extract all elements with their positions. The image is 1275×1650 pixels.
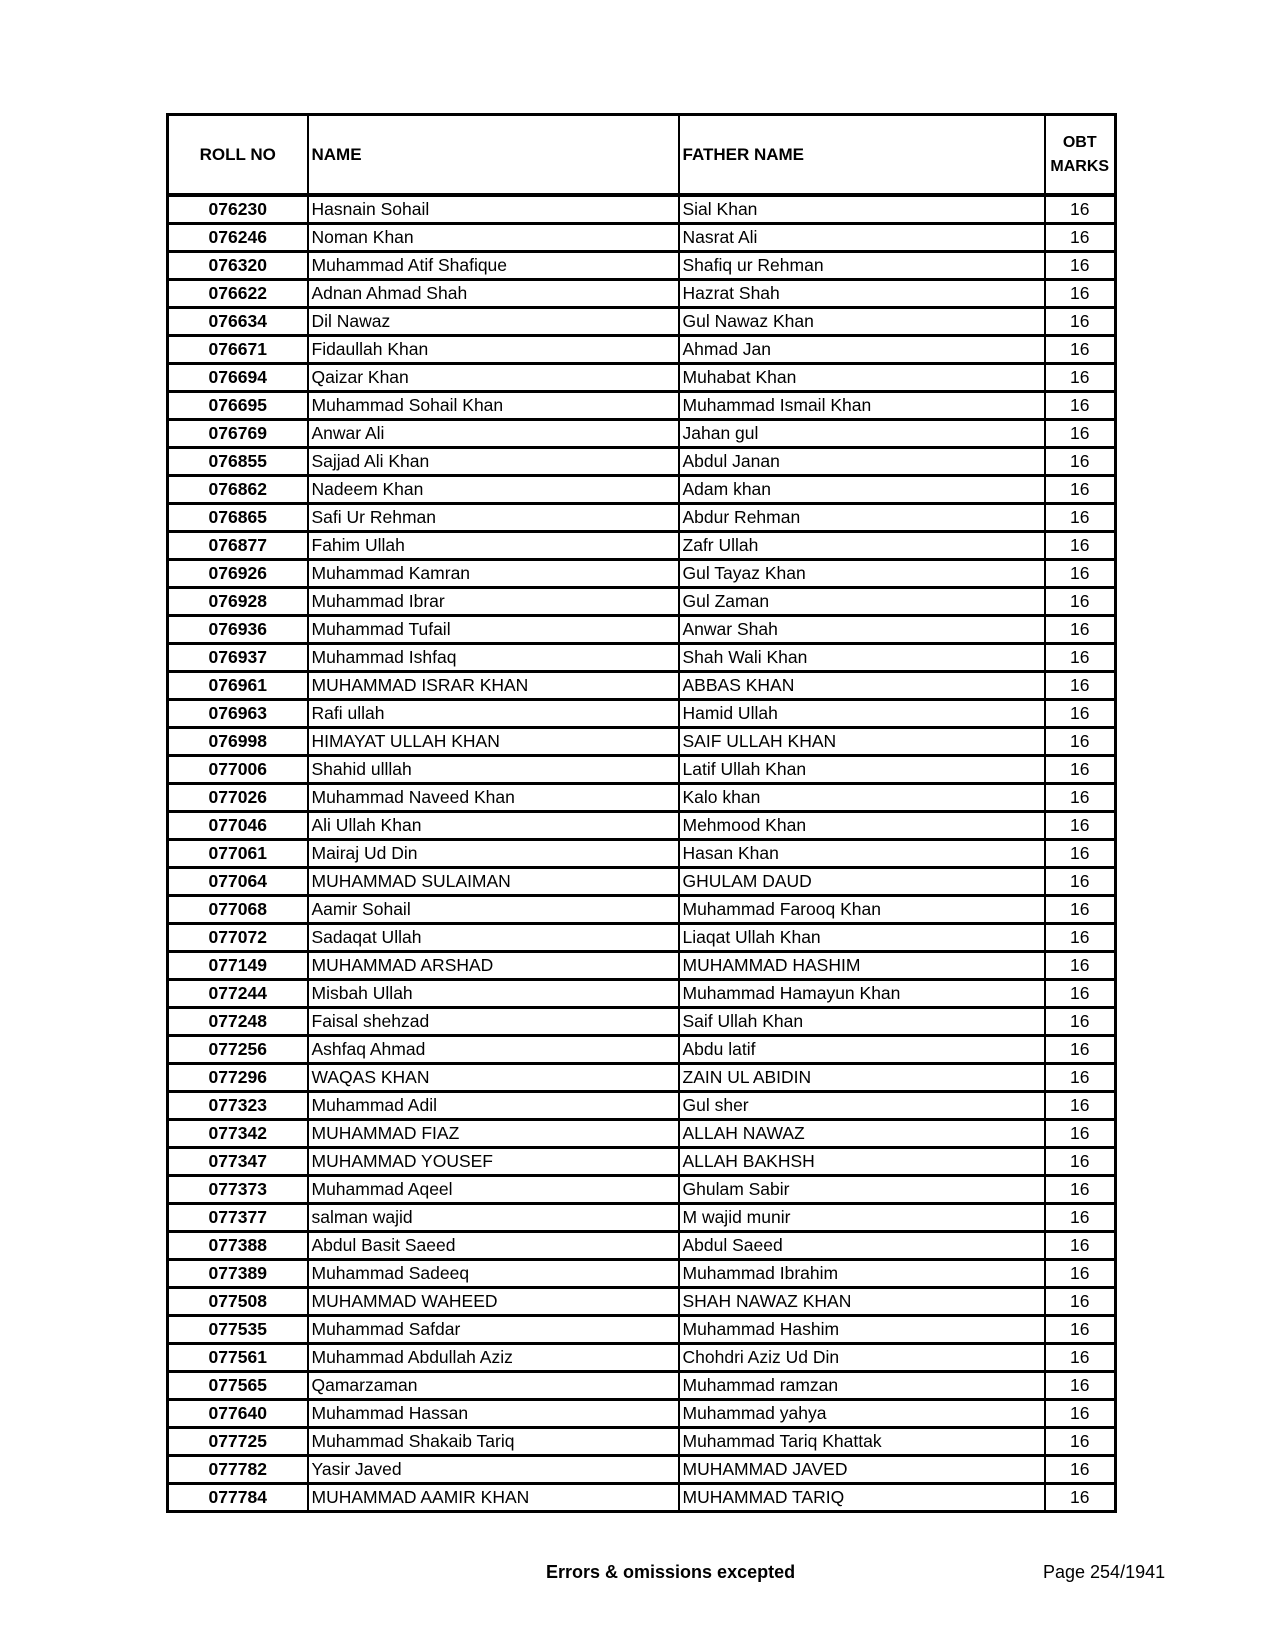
obt-marks-cell: 16 <box>1045 1148 1116 1176</box>
roll-no-cell: 077149 <box>168 952 308 980</box>
name-cell: Fahim Ullah <box>308 532 679 560</box>
father-name-cell: Muhammad yahya <box>679 1400 1045 1428</box>
table-row <box>168 476 1116 504</box>
father-name-cell: Zafr Ullah <box>679 532 1045 560</box>
table-row <box>168 1092 1116 1120</box>
page-number: Page 254/1941 <box>1043 1562 1166 1582</box>
table-row <box>168 336 1116 364</box>
roll-no-cell: 077026 <box>168 784 308 812</box>
father-name-cell: Ghulam Sabir <box>679 1176 1045 1204</box>
father-name-cell: Muhammad ramzan <box>679 1372 1045 1400</box>
roll-no-cell: 076671 <box>168 336 308 364</box>
table-row <box>168 588 1116 616</box>
roll-no-cell: 077535 <box>168 1316 308 1344</box>
header-father-name: FATHER NAME <box>679 115 1045 196</box>
father-name-cell: Gul sher <box>679 1092 1045 1120</box>
father-name-cell: Muhammad Tariq Khattak <box>679 1428 1045 1456</box>
table-row <box>168 1148 1116 1176</box>
table-row <box>168 1064 1116 1092</box>
father-name-cell: MUHAMMAD HASHIM <box>679 952 1045 980</box>
obt-marks-cell: 16 <box>1045 1008 1116 1036</box>
table-row <box>168 1288 1116 1316</box>
obt-marks-cell: 16 <box>1045 812 1116 840</box>
table-row <box>168 1036 1116 1064</box>
obt-marks-cell: 16 <box>1045 420 1116 448</box>
roll-no-cell: 076936 <box>168 616 308 644</box>
roll-no-cell: 076622 <box>168 280 308 308</box>
name-cell: Qaizar Khan <box>308 364 679 392</box>
table-row <box>168 252 1116 280</box>
name-cell: Sajjad Ali Khan <box>308 448 679 476</box>
obt-marks-cell: 16 <box>1045 1232 1116 1260</box>
father-name-cell: ALLAH BAKHSH <box>679 1148 1045 1176</box>
obt-marks-cell: 16 <box>1045 1288 1116 1316</box>
name-cell: Sadaqat Ullah <box>308 924 679 952</box>
table-row <box>168 672 1116 700</box>
roll-no-cell: 077006 <box>168 756 308 784</box>
name-cell: Muhammad Abdullah Aziz <box>308 1344 679 1372</box>
name-cell: Muhammad Kamran <box>308 560 679 588</box>
name-cell: Rafi ullah <box>308 700 679 728</box>
name-cell: Muhammad Naveed Khan <box>308 784 679 812</box>
table-row <box>168 1176 1116 1204</box>
father-name-cell: Hamid Ullah <box>679 700 1045 728</box>
table-row <box>168 952 1116 980</box>
father-name-cell: Anwar Shah <box>679 616 1045 644</box>
father-name-cell: Sial Khan <box>679 195 1045 224</box>
father-name-cell: Abdul Janan <box>679 448 1045 476</box>
roll-no-cell: 077373 <box>168 1176 308 1204</box>
name-cell: Noman Khan <box>308 224 679 252</box>
obt-marks-cell: 16 <box>1045 336 1116 364</box>
father-name-cell: Kalo khan <box>679 784 1045 812</box>
roll-no-cell: 077068 <box>168 896 308 924</box>
father-name-cell: Nasrat Ali <box>679 224 1045 252</box>
table-row <box>168 840 1116 868</box>
obt-marks-cell: 16 <box>1045 364 1116 392</box>
obt-marks-cell: 16 <box>1045 1092 1116 1120</box>
father-name-cell: Saif Ullah Khan <box>679 1008 1045 1036</box>
name-cell: Nadeem Khan <box>308 476 679 504</box>
table-row <box>168 644 1116 672</box>
obt-marks-cell: 16 <box>1045 672 1116 700</box>
name-cell: Faisal shehzad <box>308 1008 679 1036</box>
name-cell: Ashfaq Ahmad <box>308 1036 679 1064</box>
father-name-cell: Shah Wali Khan <box>679 644 1045 672</box>
roll-no-cell: 076855 <box>168 448 308 476</box>
father-name-cell: Muhammad Hashim <box>679 1316 1045 1344</box>
table-row <box>168 532 1116 560</box>
obt-marks-cell: 16 <box>1045 868 1116 896</box>
roll-no-cell: 077061 <box>168 840 308 868</box>
obt-marks-cell: 16 <box>1045 195 1116 224</box>
father-name-cell: SHAH NAWAZ KHAN <box>679 1288 1045 1316</box>
name-cell: Muhammad Aqeel <box>308 1176 679 1204</box>
roll-no-cell: 077782 <box>168 1456 308 1484</box>
roll-no-cell: 077323 <box>168 1092 308 1120</box>
father-name-cell: Latif Ullah Khan <box>679 756 1045 784</box>
obt-marks-cell: 16 <box>1045 280 1116 308</box>
father-name-cell: Muhammad Farooq Khan <box>679 896 1045 924</box>
name-cell: Muhammad Tufail <box>308 616 679 644</box>
roll-no-cell: 077784 <box>168 1484 308 1512</box>
roll-no-cell: 076928 <box>168 588 308 616</box>
header-obt-marks-line2: MARKS <box>1050 157 1110 175</box>
father-name-cell: M wajid munir <box>679 1204 1045 1232</box>
table-row <box>168 980 1116 1008</box>
name-cell: Ali Ullah Khan <box>308 812 679 840</box>
obt-marks-cell: 16 <box>1045 1316 1116 1344</box>
obt-marks-cell: 16 <box>1045 532 1116 560</box>
father-name-cell: Chohdri Aziz Ud Din <box>679 1344 1045 1372</box>
obt-marks-cell: 16 <box>1045 308 1116 336</box>
name-cell: Muhammad Safdar <box>308 1316 679 1344</box>
table-row <box>168 1260 1116 1288</box>
name-cell: Hasnain Sohail <box>308 195 679 224</box>
table-row <box>168 896 1116 924</box>
obt-marks-cell: 16 <box>1045 1260 1116 1288</box>
roll-no-cell: 077725 <box>168 1428 308 1456</box>
father-name-cell: Mehmood Khan <box>679 812 1045 840</box>
father-name-cell: MUHAMMAD TARIQ <box>679 1484 1045 1512</box>
father-name-cell: Jahan gul <box>679 420 1045 448</box>
obt-marks-cell: 16 <box>1045 1120 1116 1148</box>
table-row <box>168 280 1116 308</box>
table-row <box>168 924 1116 952</box>
name-cell: HIMAYAT ULLAH KHAN <box>308 728 679 756</box>
father-name-cell: Liaqat Ullah Khan <box>679 924 1045 952</box>
name-cell: Safi Ur Rehman <box>308 504 679 532</box>
table-row <box>168 392 1116 420</box>
father-name-cell: Gul Zaman <box>679 588 1045 616</box>
roll-no-cell: 076320 <box>168 252 308 280</box>
table-row <box>168 448 1116 476</box>
name-cell: Muhammad Atif Shafique <box>308 252 679 280</box>
header-roll-no: ROLL NO <box>168 115 308 196</box>
obt-marks-cell: 16 <box>1045 1064 1116 1092</box>
roll-no-cell: 076937 <box>168 644 308 672</box>
obt-marks-cell: 16 <box>1045 616 1116 644</box>
name-cell: Anwar Ali <box>308 420 679 448</box>
obt-marks-cell: 16 <box>1045 756 1116 784</box>
table-row <box>168 1428 1116 1456</box>
obt-marks-cell: 16 <box>1045 1372 1116 1400</box>
header-obt-marks-line1: OBT <box>1062 133 1097 151</box>
roll-no-cell: 076694 <box>168 364 308 392</box>
header-obt-marks <box>1045 115 1116 196</box>
obt-marks-cell: 16 <box>1045 980 1116 1008</box>
roll-no-cell: 076998 <box>168 728 308 756</box>
roll-no-cell: 077072 <box>168 924 308 952</box>
obt-marks-cell: 16 <box>1045 1344 1116 1372</box>
father-name-cell: Hasan Khan <box>679 840 1045 868</box>
father-name-cell: SAIF ULLAH KHAN <box>679 728 1045 756</box>
obt-marks-cell: 16 <box>1045 644 1116 672</box>
table-row <box>168 195 1116 224</box>
obt-marks-cell: 16 <box>1045 1176 1116 1204</box>
father-name-cell: ABBAS KHAN <box>679 672 1045 700</box>
name-cell: MUHAMMAD SULAIMAN <box>308 868 679 896</box>
table-row <box>168 616 1116 644</box>
father-name-cell: Muhammad Ismail Khan <box>679 392 1045 420</box>
roll-no-cell: 076877 <box>168 532 308 560</box>
roll-no-cell: 077640 <box>168 1400 308 1428</box>
roll-no-cell: 077388 <box>168 1232 308 1260</box>
father-name-cell: Gul Tayaz Khan <box>679 560 1045 588</box>
table-row <box>168 700 1116 728</box>
obt-marks-cell: 16 <box>1045 784 1116 812</box>
table-row <box>168 1316 1116 1344</box>
obt-marks-cell: 16 <box>1045 448 1116 476</box>
name-cell: Abdul Basit Saeed <box>308 1232 679 1260</box>
name-cell: Aamir Sohail <box>308 896 679 924</box>
name-cell: Fidaullah Khan <box>308 336 679 364</box>
name-cell: MUHAMMAD YOUSEF <box>308 1148 679 1176</box>
obt-marks-cell: 16 <box>1045 1484 1116 1512</box>
roll-no-cell: 076862 <box>168 476 308 504</box>
roll-no-cell: 076961 <box>168 672 308 700</box>
father-name-cell: Ahmad Jan <box>679 336 1045 364</box>
roll-no-cell: 077389 <box>168 1260 308 1288</box>
roll-no-cell: 077296 <box>168 1064 308 1092</box>
table-row <box>168 1232 1116 1260</box>
roll-no-cell: 076695 <box>168 392 308 420</box>
roll-no-cell: 077256 <box>168 1036 308 1064</box>
obt-marks-cell: 16 <box>1045 1428 1116 1456</box>
name-cell: Muhammad Ishfaq <box>308 644 679 672</box>
roll-no-cell: 076230 <box>168 195 308 224</box>
father-name-cell: Muhabat Khan <box>679 364 1045 392</box>
table-row <box>168 1372 1116 1400</box>
name-cell: MUHAMMAD ISRAR KHAN <box>308 672 679 700</box>
name-cell: Muhammad Adil <box>308 1092 679 1120</box>
roll-no-cell: 077561 <box>168 1344 308 1372</box>
table-row <box>168 504 1116 532</box>
name-cell: Mairaj Ud Din <box>308 840 679 868</box>
table-row <box>168 728 1116 756</box>
table-row <box>168 1400 1116 1428</box>
obt-marks-cell: 16 <box>1045 700 1116 728</box>
obt-marks-cell: 16 <box>1045 952 1116 980</box>
header-row <box>168 115 1116 196</box>
father-name-cell: MUHAMMAD JAVED <box>679 1456 1045 1484</box>
table-row <box>168 868 1116 896</box>
footer-disclaimer: Errors & omissions excepted <box>546 1562 796 1582</box>
roll-no-cell: 077565 <box>168 1372 308 1400</box>
table-row <box>168 560 1116 588</box>
name-cell: Qamarzaman <box>308 1372 679 1400</box>
table-row <box>168 1204 1116 1232</box>
name-cell: Dil Nawaz <box>308 308 679 336</box>
name-cell: Muhammad Sadeeq <box>308 1260 679 1288</box>
obt-marks-cell: 16 <box>1045 1204 1116 1232</box>
name-cell: Muhammad Hassan <box>308 1400 679 1428</box>
obt-marks-cell: 16 <box>1045 504 1116 532</box>
table-row <box>168 1484 1116 1512</box>
roll-no-cell: 076769 <box>168 420 308 448</box>
obt-marks-cell: 16 <box>1045 840 1116 868</box>
obt-marks-cell: 16 <box>1045 476 1116 504</box>
father-name-cell: Abdu latif <box>679 1036 1045 1064</box>
table-row <box>168 1456 1116 1484</box>
obt-marks-cell: 16 <box>1045 728 1116 756</box>
table-row <box>168 1120 1116 1148</box>
father-name-cell: GHULAM DAUD <box>679 868 1045 896</box>
name-cell: Muhammad Sohail Khan <box>308 392 679 420</box>
roll-no-cell: 076246 <box>168 224 308 252</box>
obt-marks-cell: 16 <box>1045 1400 1116 1428</box>
roll-no-cell: 077046 <box>168 812 308 840</box>
obt-marks-cell: 16 <box>1045 252 1116 280</box>
name-cell: Muhammad Shakaib Tariq <box>308 1428 679 1456</box>
table-row <box>168 756 1116 784</box>
table-row <box>168 1008 1116 1036</box>
table-body <box>168 195 1116 1512</box>
name-cell: Misbah Ullah <box>308 980 679 1008</box>
father-name-cell: Muhammad Hamayun Khan <box>679 980 1045 1008</box>
name-cell: MUHAMMAD FIAZ <box>308 1120 679 1148</box>
obt-marks-cell: 16 <box>1045 1036 1116 1064</box>
roll-no-cell: 076963 <box>168 700 308 728</box>
table-row <box>168 812 1116 840</box>
roll-no-cell: 076926 <box>168 560 308 588</box>
roll-no-cell: 077347 <box>168 1148 308 1176</box>
table-row <box>168 784 1116 812</box>
roll-no-cell: 077377 <box>168 1204 308 1232</box>
roll-no-cell: 077508 <box>168 1288 308 1316</box>
name-cell: MUHAMMAD WAHEED <box>308 1288 679 1316</box>
father-name-cell: Hazrat Shah <box>679 280 1045 308</box>
roll-no-cell: 077244 <box>168 980 308 1008</box>
name-cell: Muhammad Ibrar <box>308 588 679 616</box>
table-row <box>168 224 1116 252</box>
obt-marks-cell: 16 <box>1045 924 1116 952</box>
name-cell: WAQAS KHAN <box>308 1064 679 1092</box>
roll-no-cell: 076865 <box>168 504 308 532</box>
name-cell: MUHAMMAD ARSHAD <box>308 952 679 980</box>
table-row <box>168 364 1116 392</box>
roll-no-cell: 076634 <box>168 308 308 336</box>
roll-no-cell: 077248 <box>168 1008 308 1036</box>
roll-no-cell: 077064 <box>168 868 308 896</box>
obt-marks-cell: 16 <box>1045 224 1116 252</box>
table-row <box>168 1344 1116 1372</box>
obt-marks-cell: 16 <box>1045 1456 1116 1484</box>
table-row <box>168 420 1116 448</box>
obt-marks-cell: 16 <box>1045 392 1116 420</box>
header-name: NAME <box>308 115 679 196</box>
father-name-cell: Shafiq ur Rehman <box>679 252 1045 280</box>
father-name-cell: Abdul Saeed <box>679 1232 1045 1260</box>
name-cell: salman wajid <box>308 1204 679 1232</box>
name-cell: MUHAMMAD AAMIR KHAN <box>308 1484 679 1512</box>
father-name-cell: Gul Nawaz Khan <box>679 308 1045 336</box>
father-name-cell: Muhammad Ibrahim <box>679 1260 1045 1288</box>
father-name-cell: Abdur Rehman <box>679 504 1045 532</box>
father-name-cell: ZAIN UL ABIDIN <box>679 1064 1045 1092</box>
name-cell: Adnan Ahmad Shah <box>308 280 679 308</box>
roll-no-cell: 077342 <box>168 1120 308 1148</box>
obt-marks-cell: 16 <box>1045 588 1116 616</box>
obt-marks-cell: 16 <box>1045 896 1116 924</box>
father-name-cell: Adam khan <box>679 476 1045 504</box>
name-cell: Yasir Javed <box>308 1456 679 1484</box>
name-cell: Shahid ulllah <box>308 756 679 784</box>
table-row <box>168 308 1116 336</box>
results-table <box>166 113 1117 1513</box>
father-name-cell: ALLAH NAWAZ <box>679 1120 1045 1148</box>
obt-marks-cell: 16 <box>1045 560 1116 588</box>
